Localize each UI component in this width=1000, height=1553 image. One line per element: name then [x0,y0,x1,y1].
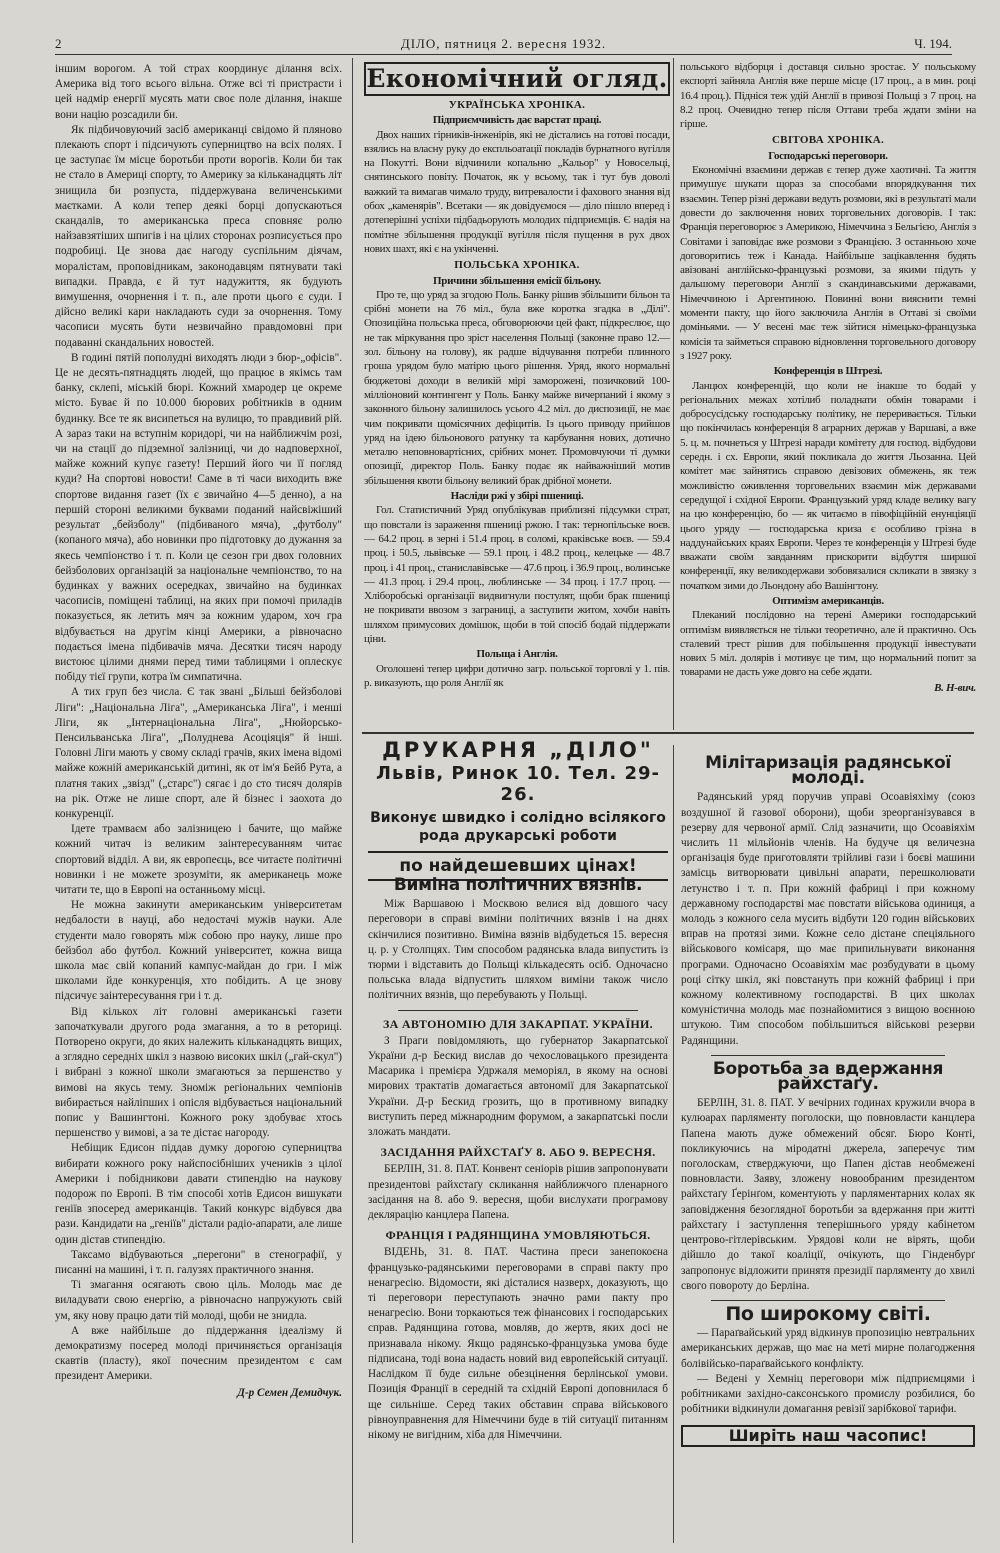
article-title: Боротьба за вдержання райхстаґу. [712,1058,944,1095]
paragraph: Таксамо відбуваються „перегони" в стенографії, у писанні на машині, і т. п. галузях практичного знання. [55,1248,342,1277]
paragraph: іншим ворогом. А той страх координує ділання всіх. Америка від того всього вільна. Отже всі ті пристрасти і цей надмір енергії мусять мати своє поле ділання, інакше вони націю розсадили би. [55,63,342,121]
economic-review [364,62,670,730]
subheading: Господарські переговори. [768,149,888,162]
printing-house-ad [368,738,668,876]
section-heading: УКРАЇНСЬКА ХРОНІКА. [448,99,586,111]
paragraph: Економічні взаємини держав є тепер дуже хаотичні. Та життя примушує шукати щораз за способами впорядкування тих взаємин. Тепер різні держави ведуть розмови, які в результаті мали довести до заключення нових торговельних договорів. І так: Франція переговорює з Америкою, Німеччина з Бельгією, Англія з Совітами і заповідає вже розмови з Францією. З останньою хоче договоритись теж і Канада. Найбільше зацікавлення будять авізовані англійсько-французькі розмови, за якими підуть у дальшому переговори Англії з скандинавськими державами, Німеччиною і Аргентиною. Повинні вони вияснити темні моменти пакту, що його заключила Англія в Оттаві зі своїми доміньями. — У весені має теж зійтися німецько-французька комісія та займеться справою відновлення торговельного договору з 1927 року. [680,164,976,362]
paragraph: А тих груп без числа. Є так звані „Більші бейзболові Ліги": „Національна Ліга", „Американська Ліга", і менші Ліги, як „Інтернаціональна Ліга", „Нюйорсько-Пенсильванська Ліга", „Полуднева Асоціяція" й інші. Головні Ліги мають у свому складі грачів, яких імена відомі майже кожній американській дитині, як от ім'я Бейб Рута, а платня таких „звізд" („старс") сягає і до сто тисяч долярів на рік. Отже не лише спорт, але й бізнес і заохота до конкуренції. [55,686,342,820]
ad-text: Виконує швидко і солідно всілякого рода друкарські роботи [370,810,666,844]
ad-name: ДРУКАРНЯ „ДІЛО" [382,738,654,762]
subheading: Підприємчивість дає варстат праці. [432,114,602,127]
header-divider [55,54,952,55]
paragraph: Радянський уряд поручив управі Осоавіяхіму (союз воздушної й газової оборони), щоби зреорганізувався в резерву для червоної армії. Слід зазначити, що Осоавіяхім числить 11 мільйонів членів. На будуче ця величезна організація буде приготовляти трійливі гази і боєві машини замісць витворювати цивільні апарати, перешколювати летунство і т. п. При кожній фабриці і при кожному державному господарстві має повстати військова одиниця, а молодь з кожного села мусить відбути 120 годин військових вправ на протязі зими. Кожне село дістане спеціяльного військового комісаря, що має припильнувати виконання програми. Одночасно Осоавіяхім має розбудувати в цьому році сітку шкіл, які повстануть при кожній фабриці і при кожному колективному господарстві. В цих школах комуністична молодь має познайомитися з вищою воєнною штукою. Тим способом побільшиться військові резерви Радянщини. [681,791,975,1047]
subheading: Польща і Англія. [476,648,558,661]
paragraph: Як підбичовуючий засіб американці свідомо й пляново плекають спорт і підсичують суперництво на всіх полях. І це заступає їм місце боротьби проти ворогів. Коли би так не стало в Америці спорту, то Америку за кільканадцять літ знищила би розпуста, піддержувана величенськими маєтками. А коли тепер деякі борці допускаються скандалів, то американська преса сповняє ролю найзавзятіших шпигів і на цілих сторонах розписується про подробиці. Це знова дає нагоду суспільним діячам, моралістам, проповідникам, законодавцям пятнувати такі випадки. Правда, є й тут надужиття, як будують вимушення, очорнення і т. п., але проти цього є суди. І дійсно великі кари накладають суди за очорнення. Тому часописи мусять бути незвичайно правдомовні при подаванні скандальних новостей. [55,123,342,349]
divider [711,1055,945,1056]
paragraph: Гол. Статистичний Уряд опублікував приблизні підсумки страт, що повстали із зараження пшениці ржою. І так: тернопільське воєв. — 64.2 проц. в зерні і 51.4 проц. в соломі, краківське воєв. — 59.4 проц. і 50.5, львівське — 59.1 проц. і 48.2 проц., келецьке — 48.7 проц. і 41 проц., станиславівське — 47.6 проц. і 36.9 проц., волинське — 41.3 проц. і 29.4 проц., люблинське — 34 проц. і 17.7 проц. — Хліборобські організації видвигнули постулят, щоби брак пшениці не покривати ввозом з заграниці, а заступити житом, хочби навіть шляхом примусових домішок, щоби в той спосіб бодай піддержати ціни. [364,504,670,645]
paragraph: В годині пятій пополудні виходять люди з бюр-„офісів". Це не десять-пятнадцять людей, що працює в якімсь там банку, склепі, міській бюрі. Кожний хмародер це окреме місто. Буває й по 10.000 бюрових робітників в одним будинку. Все те як висипеться на вулицю, то правдивий рій. А зараз таки на вступнім коридорі, чи на найближчім розі, чи на стації до підземної залізниці, чи до надповерхної, майже кожний купує газету! Перший його чи її погляд куди? На спортові новости! Саме в ті часи виходить вже спортове видання газет (їх є звичайно 4—5 денно), а на першій стороні великими буквами поданий найсвіжіший результат „бейзболу" (підбиваного мяча), „футболу" (копаного мяча), або новинки про підготовку до дужання за якесь чемпіонство і т. п. Коли це сезон гри двох головних бейзболових організацій за національне чемпіонство, то на будинках у важних осередках, звичайно на будинках часописів, поміщені таблиці, на яких при помочі приладів показується, як летить мяч за кожним ударом, хоч гра відбувається на другім кінці Америки, а рівночасно подається імена підбивачів мяча. Десятки тисяч народу вистоює цілими днями перед тими таблицями і оплескує побіду тієї групи, котра їм симпатична. [55,351,342,684]
paragraph: Оголошені тепер цифри дотично загр. польської торговлі у 1. пів. р. виказують, що роля Англії як [364,662,670,689]
paragraph: ВІДЕНЬ, 31. 8. ПАТ. Частина преси занепокоєна французько-радянськими переговорами в справі пакту про ненагресію. Відомости, які дісталися назверх, доказують, що ті переговори переступають значно рами пакту про ненагресію. Вони торкаються теж фінансових і господарських справ. Радянщина готова, мовляв, до жертв, яких досі не признавала нікому. Якщо радянсько-французька умова буде підписана, тоді вона надасть новий вид европейській ситуації. Наслідком її буде сильне обезцінення берлінської умови. Позиція Франції в середній та східній Европі доповнилася б ще сильніше. Серед таких обставин справа військового рівноуправнення для Німеччини буде в тій ситуації питанням нікому не вигідним, хіба для Німеччини. [368,1246,668,1441]
article-title: Виміна політичних вязнів. [393,875,643,895]
subheading: Причини збільшення емісії більону. [433,274,601,287]
middle-news [368,874,668,1544]
author-signature: В. Н-вич. [934,681,976,694]
right-news [681,752,975,1544]
section-heading: ПОЛЬСЬКА ХРОНІКА. [454,259,580,272]
article-title: ЗА АВТОНОМІЮ ДЛЯ ЗАКАРПАТ. УКРАЇНИ. [383,1016,653,1031]
subheading: Оптимізм американців. [772,594,884,607]
ad-slogan: по найдешевших цінах! [368,851,668,881]
paragraph: Ідете трамваєм або залізницею і бачите, що майже кожний читач із великим заінтересуванням читає спортовий відділ. А ви, як европеєць, все читаєте політичні новинки і не можете зрозуміти, як американець може читати те, що в Европі на останньому місці. [55,823,342,896]
column-divider [352,58,353,1543]
paragraph: — Параґвайський уряд відкинув пропозицію невтральних американських держав, що має на меті мирне полагодження болівійсько-параґвайського конфлікту. [681,1327,975,1370]
economic-review-title: Економічний огляд. [364,62,670,96]
divider [711,1300,945,1301]
column-divider [673,58,674,730]
paragraph: Не можна закинути американським університетам недбалости в науці, або недостачі мужів науки. Але студенти мало говорять між собою про науку, лише про бейзбол або футбол. Кожний університет, кожна вища школа має свій копаний кампус-майдан до гри. І між школами йде конкуренція, хто побідить. А це знову підсичує заінтересування гри і т. д. [55,899,342,1003]
author-signature: Д-р Семен Демидчук. [237,1386,342,1399]
paragraph: Двох наших гірників-інженірів, які не дістались на готові посади, взялись на власну руку до експльоатації покладів бурнатного вугілля на Покутті. Вони відчинили копальню „Кальор" у Новосельці, снятинського повіту. Початок, як у всьому, так і тут був доволі важкий та вимагав чимало труду, витревалости і фахового знання від обох „каменярів". Всетаки — як довідуємося — діло пішло вперед і дотеперішні успіхи підбадьорують молодих підприємців. Є надія на помітне збільшення продукції вугілля після пущення в рух двох нових шахт, які є на укінченні. [364,128,670,255]
economic-review-continued [680,60,976,730]
page-number: 2 [55,36,62,51]
ad-address: Львів, Ринок 10. Тел. 29-26. [376,763,660,805]
paragraph: Небіщик Едисон піддав думку дорогою суперництва вибирати кожного року найспосібніших учеників з цілої Америки і побідникови давати стипендію на наукову подорож по Европі. В тім способі хотів Едисон вишукати геніїв зпосеред американців. Такий конкурс відбувся два рази. Кандидати на „геніїв" дістали радіо-апарати, але лише один дістав стипендію. [55,1142,342,1246]
paragraph: Ті змагання осягають свою ціль. Молодь має де виладувати свою енергію, а рівночасно напружують свій ум, яку нову працю дати тій молоді, щоби не знидла. [55,1279,342,1322]
page-header [55,36,952,52]
paragraph: З Праги повідомляють, що губернатор Закарпатської України д-р Бескид вислав до чехословацького президента Масарика і премієра Удржаля меморіял, в якому на основі мирових трактатів домагається автономії для Закарпатської України. Д-р Бескид грозить, що в противному випадку виступить перед міжнародним форумом, а закарпатські посли зложать мандати. [368,1034,668,1139]
section-divider [362,732,974,734]
section-heading: СВІТОВА ХРОНІКА. [771,134,885,147]
article-title: ФРАНЦІЯ І РАДЯНЩИНА УМОВЛЯЮТЬСЯ. [385,1228,651,1243]
paragraph: польського відборця і доставця сильно зростає. У польському експорті зайняла Англія вже перше місце (17 проц., а в мин. році 16.4 проц.). Підніся теж удій Англії в привозі Польщі з 7 проц. на 8.2 проц. Очевидно тепер після Оттави треба ждати зміни на гірше. [680,61,976,131]
column-divider [673,745,674,1543]
masthead-line: ДІЛО, пятниця 2. вересня 1932. [400,36,607,51]
issue-number: Ч. 194. [914,36,952,51]
divider [398,1010,638,1011]
paragraph: Про те, що уряд за згодою Поль. Банку рішив збільшити більон та срібні монети на 76 міл., була вже коротка згадка в „Ділі". Опозиційна польська преса, обговорюючи цей факт, підкреслює, що не так міркування про зріст населення Польщі (законне право 12.— зол. більону на голову), як радше відчування потреби плинного гроша урядом було матірю цього рішення. Уряд, якого нормальні бюджетові доходи в великій мірі заморожені, позичковий 100-мілліоновий контингент у Поль. Банку майже вичерпаний і якому з законного більону залишилось усього 4.2 міл. до диспозиції, не має чим покривати щомісячних дефіцитів. Із цього приводу прийшов уряд на ідею більонового ратунку та карбування нових, дотично металю неповновартісних, срібних монет. Промовчуючи ті думки опозиції, директор Поль. Банку подає як найважніший мотив збільшення квоти більону великий брак дрібної монети. [364,288,670,487]
subheading: Насліди ржі у збірі пшениці. [450,490,584,503]
paragraph: Від кількох літ головні американські газети започаткували другого рода змагання, а то в реториці. Потворено округи, до яких належить кільканадцять вищих, а зглядно середніх шкіл з назвою високих шкіл („гай-скул") і вибрані з кожної школи змагаються за першенство у вимові на якусь тему. Зноміж регіональних чемпіонів вибирається найліпших і опісля відбувається національний попис у Вашингтоні. Кожного року здобуває хтось першенство у вимові, а за те дістає нагороду. [55,1005,342,1140]
article-title: Мілітаризація радянської молоді. [705,753,951,789]
article-sport-america [55,62,342,1544]
paragraph: Між Варшавою і Москвою велися від довшого часу переговори в справі виміни політичних вязнів і на днях скінчилися позитивно. Виміна вязнів відбудеться 15. вересня ц. р. у Столпцях. Тим способом радянська влада випустить із тюрми і відставить до Польщі кількадесять осіб. Одночасно польська влада відпустить шляхом виміни також число політичних вязнів, що перебувають у Польщі. [368,898,668,1002]
paragraph: БЕРЛІН, 31. 8. ПАТ. У вечірних годинах кружили вчора в кулюарах парляменту поголоски, що повновласти канцлера Папена мають дуже обмежений обсяг. Бюро Конті, покликуючись на міродатні джерела, заперечує тим поголоскам, стверджуючи, що Папен дістав необмежені повновласти. Заяву, зложену новообраним президентом райхстаґу Ґерінґом, коментують у парляментарних колах як заповідження безоглядної боротьби за вдержання при житті райхстаґу і заступлення теперішнього уряду кабінетом центрово-гітлерівським. Урядові коли не вірять, щоби дійшло до такої коаліції, очікують, що Гінденбурґ запропонує відложити принятя президії парляменту до хвилі свого повороту до Берліна. [681,1097,975,1292]
article-title: ЗАСІДАННЯ РАЙХСТАҐУ 8. АБО 9. ВЕРЕСНЯ. [380,1145,656,1160]
subscription-slogan: Ширіть наш часопис! [681,1425,975,1446]
paragraph: Плеканий послідовно на терені Америки господарський оптимізм виявляється не тільки теоретично, але й практично. Ось сталевий трест рішив для побільшення продукції інвестувати нових 5 міл. долярів і мотивує це тим, що нормальний попит за товарами не дасть уже довго на себе ждати. [680,609,976,679]
paragraph: А вже найбільше до піддержання ідеалізму й демократизму посеред молоді причиняється організація скавтів (пласту), якої почесним президентом є сам президент Америки. [55,1324,342,1383]
paragraph: БЕРЛІН, 31. 8. ПАТ. Конвент сеніорів рішив запропонувати президентові райхстаґу скликання найближчого пленарного засідання на 8. або 9. вересня, щоби вислухати програмову деклярацію канцлера Папена. [368,1163,668,1222]
article-title: По широкому світі. [725,1302,931,1325]
subheading: Конференція в Штрезі. [773,365,883,378]
paragraph: Ланцюх конференцій, що коли не інакше то бодай у регіональних межах хотілиб поладнати обмін товарами і добросусідську господарську політику, не переривається. Тільки що покінчилась конференція 8 аграрних держав у Варшаві, а вже 5. ц. м. почнеться у Штрезі наради комітету для господ. відбудови середн. і сх. Европи, який покликала до життя Льозанна. Цей комітет має зайнятись справою девізових обмежень, як теж можливістю оживлення торговельних взаємин між державами середущої і східної Европи. Французький уряд кладе велику вагу на цю конференцію, бо — як читаємо в півофіційній енунціяції цього уряду — господарська криза є особливо грізна в наддунайських краях Европи. Через те конференція у Штрезі буде вважати своїм завданням прискорити відбуття ширшої конференції, яку великодержави зобовязалися скликати в звязку з початком зими до Льондону або Вашінгтону. [680,379,976,592]
paragraph: — Ведені у Хемніц переговори між підприємцями і робітниками західно-саксонського промислу розбилися, бо робітники відкинули домагання ревізії зарібкової тарифи. [681,1372,975,1416]
